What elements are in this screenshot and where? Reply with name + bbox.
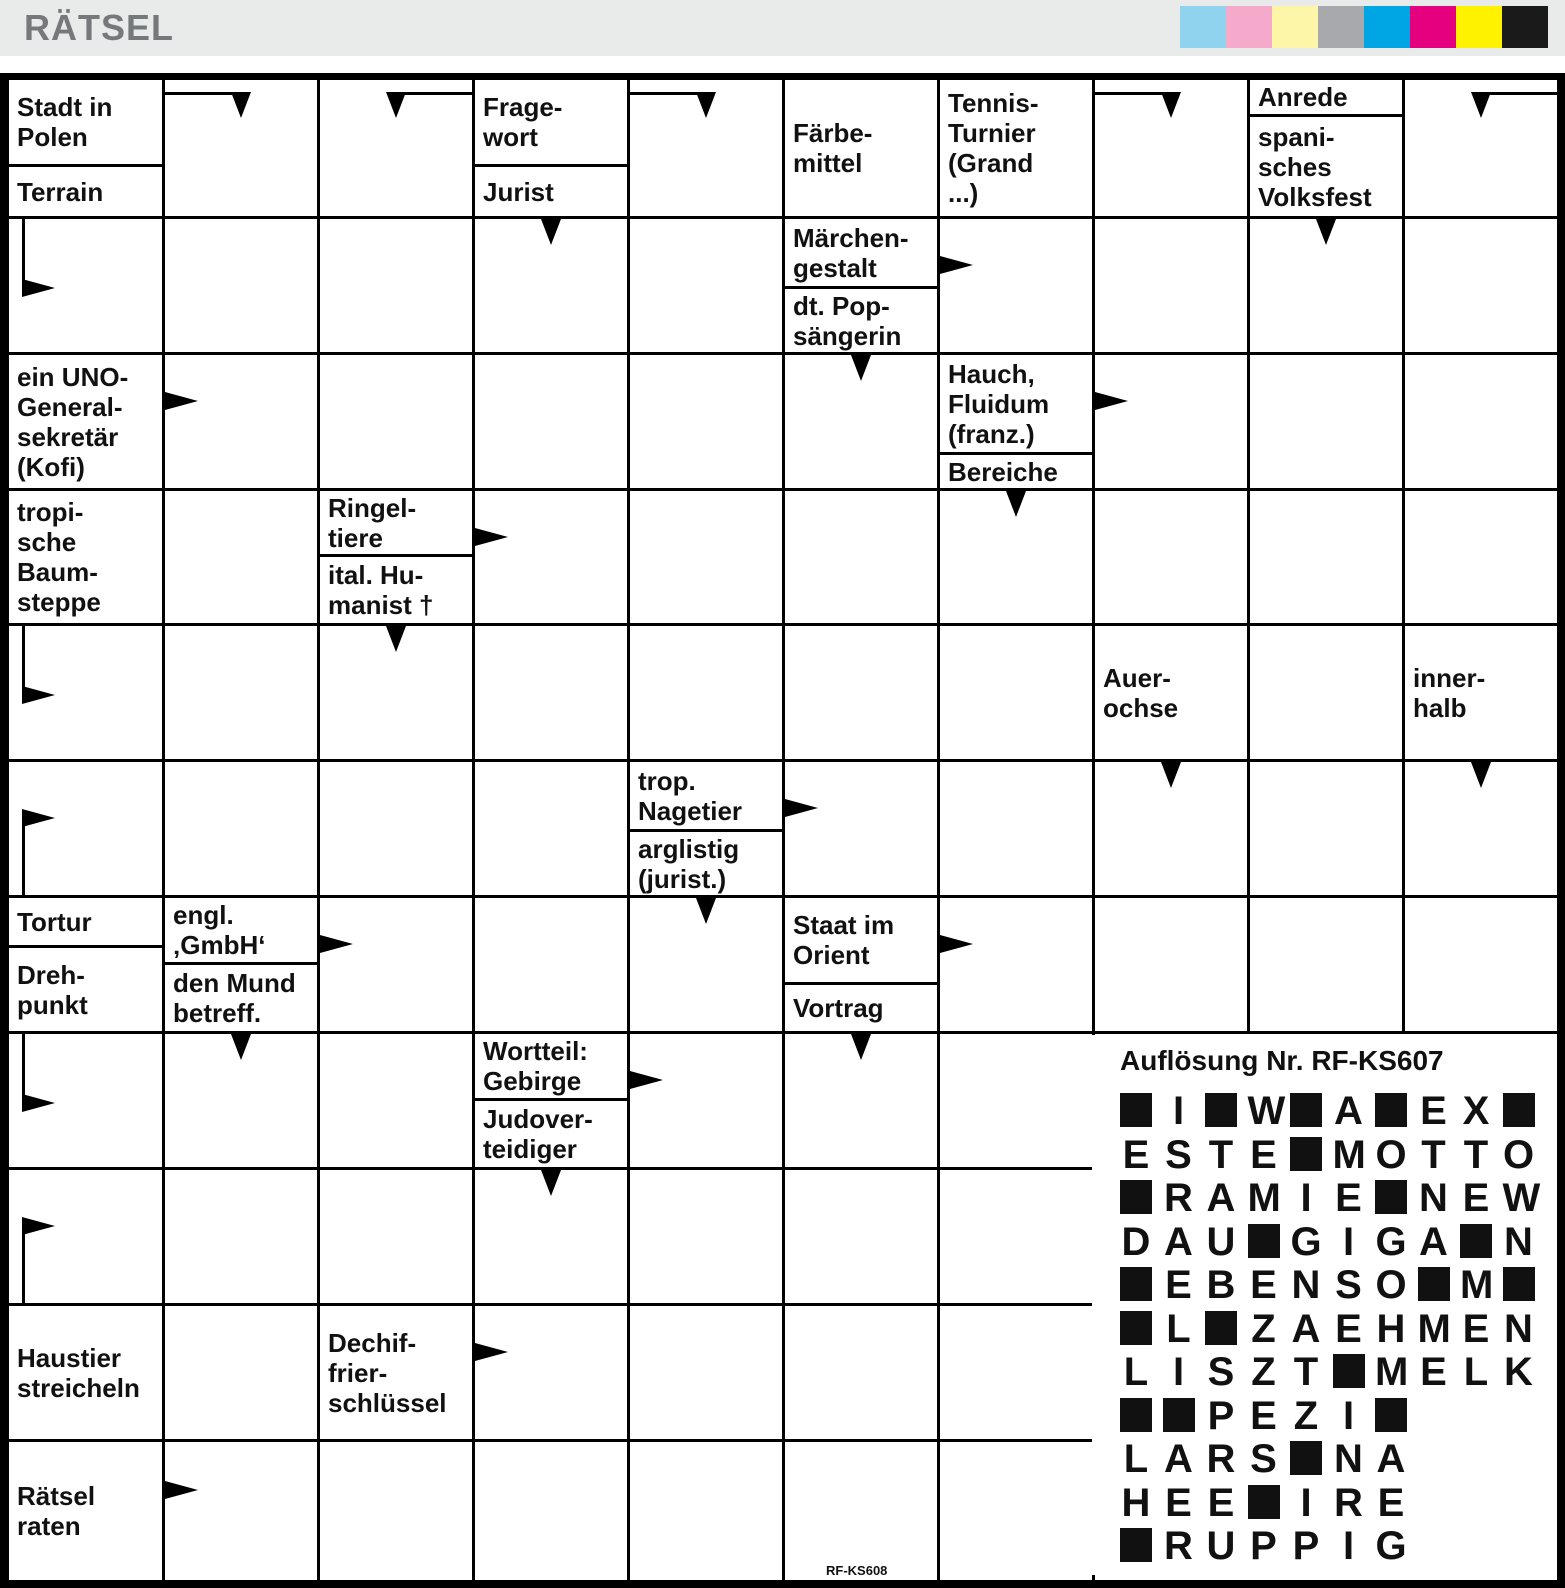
clue-text: Stadt in Polen (17, 92, 113, 152)
grid-cell[interactable] (630, 1170, 782, 1303)
solution-letter: M (1247, 1176, 1281, 1220)
clue-text: Ringel- tiere (328, 492, 417, 553)
grid-cell[interactable] (630, 80, 782, 216)
solution-letter: M (1375, 1350, 1409, 1394)
arrow-right-icon (940, 935, 973, 953)
grid-cell[interactable] (785, 355, 937, 488)
grid-cell[interactable] (785, 1442, 937, 1580)
solution-letter: A (1164, 1219, 1193, 1264)
grid-cell[interactable] (785, 1306, 937, 1439)
solution-block (1375, 1180, 1407, 1214)
grid-cell[interactable] (1250, 219, 1402, 352)
clue-text: Hauch, Fluidum (franz.) (948, 358, 1050, 449)
grid-cell[interactable] (1095, 219, 1247, 352)
arrow-down-icon (1316, 219, 1336, 245)
solution-letter: R (1206, 1437, 1236, 1481)
solution-letter: T (1421, 1132, 1446, 1177)
arrow-right-icon (320, 935, 353, 953)
arrow-down-icon (231, 92, 251, 118)
grid-cell[interactable] (320, 1170, 472, 1303)
clue-text: Tortur (17, 906, 92, 937)
solution-letter: O (1375, 1263, 1407, 1307)
clue-text: ein UNO- General- sekretär (Kofi) (17, 361, 129, 482)
grid-cell[interactable] (475, 626, 627, 759)
arrow-stem (22, 1226, 25, 1303)
solution-letter: I (1300, 1480, 1312, 1525)
solution-row (1120, 1264, 1550, 1306)
arrow-right-icon (940, 256, 973, 274)
arrow-right-icon (785, 799, 818, 817)
solution-letter: I (1342, 1393, 1355, 1438)
arrow-stem (22, 1034, 25, 1103)
solution-letter: E (1377, 1480, 1405, 1525)
solution-panel (1092, 1035, 1557, 1575)
grid-cell[interactable] (165, 491, 317, 623)
solution-block (1163, 1398, 1195, 1432)
grid-cell[interactable] (630, 1034, 782, 1167)
grid-cell[interactable] (630, 355, 782, 488)
solution-block (1290, 1137, 1322, 1171)
solution-letter: A (1164, 1437, 1193, 1481)
grid-cell[interactable] (9, 491, 162, 623)
grid-cell[interactable] (475, 898, 627, 1031)
grid-cell[interactable] (320, 1034, 472, 1167)
arrow-right-icon (22, 1094, 55, 1112)
grid-cell[interactable] (320, 762, 472, 895)
grid-cell[interactable] (1405, 491, 1557, 623)
color-swatch (1502, 6, 1548, 48)
solution-letter: P (1250, 1524, 1277, 1568)
solution-letter: P (1207, 1393, 1235, 1438)
grid-cell[interactable] (630, 1442, 782, 1580)
solution-block (1205, 1093, 1237, 1127)
grid-cell[interactable] (940, 219, 1092, 352)
grid-cell[interactable] (9, 898, 162, 1031)
grid-cell[interactable] (785, 1170, 937, 1303)
arrow-stem (22, 626, 25, 695)
solution-letter: T (1208, 1132, 1234, 1177)
arrow-stem (630, 92, 706, 95)
grid-cell[interactable] (475, 491, 627, 623)
solution-block (1120, 1267, 1152, 1301)
grid-cell[interactable] (475, 1442, 627, 1580)
solution-letter: I (1172, 1089, 1185, 1133)
arrow-down-icon (231, 1034, 251, 1060)
grid-cell[interactable] (320, 626, 472, 759)
grid-cell[interactable] (1095, 355, 1247, 488)
arrow-right-icon (630, 1071, 663, 1089)
solution-block (1248, 1224, 1280, 1258)
solution-letter: O (1502, 1132, 1535, 1177)
grid-cell[interactable] (630, 626, 782, 759)
grid-cell[interactable] (9, 762, 162, 895)
grid-cell[interactable] (320, 1306, 472, 1439)
solution-row (1120, 1525, 1550, 1567)
solution-letter: H (1121, 1480, 1151, 1525)
arrow-stem (22, 818, 25, 895)
clue-text: spani- sches Volksfest (1258, 121, 1372, 212)
solution-letter: K (1504, 1350, 1533, 1394)
solution-letter: G (1375, 1219, 1407, 1264)
solution-letter: N (1504, 1306, 1533, 1351)
solution-letter: T (1463, 1132, 1489, 1177)
solution-row (1120, 1308, 1550, 1350)
arrow-down-icon (851, 1034, 871, 1060)
clue-text: trop. Nagetier (638, 765, 743, 826)
solution-letter: L (1123, 1437, 1149, 1481)
clue-text: Dechif- frier- schlüssel (328, 1327, 447, 1418)
solution-row (1120, 1351, 1550, 1393)
solution-letter: E (1250, 1132, 1277, 1177)
solution-letter: L (1123, 1350, 1149, 1394)
color-swatch (1272, 6, 1318, 48)
solution-row (1120, 1134, 1550, 1176)
arrow-right-icon (22, 279, 55, 297)
solution-letter: G (1375, 1524, 1407, 1568)
grid-cell[interactable] (165, 626, 317, 759)
grid-cell[interactable] (9, 1442, 162, 1580)
arrow-down-icon (1161, 92, 1181, 118)
solution-letter: E (1165, 1480, 1192, 1525)
grid-cell[interactable] (630, 762, 782, 895)
solution-letter: P (1292, 1524, 1320, 1568)
grid-cell[interactable] (630, 1306, 782, 1439)
grid-cell[interactable] (475, 762, 627, 895)
grid-cell[interactable] (9, 1170, 162, 1303)
solution-letter: Z (1293, 1393, 1319, 1438)
grid-cell[interactable] (165, 80, 317, 216)
solution-letter: S (1165, 1132, 1192, 1177)
grid-cell[interactable] (9, 80, 162, 216)
clue-text: inner- halb (1413, 662, 1486, 723)
grid-cell[interactable] (1250, 355, 1402, 488)
grid-cell[interactable] (940, 1170, 1092, 1303)
grid-cell[interactable] (475, 219, 627, 352)
solution-letter: E (1250, 1263, 1277, 1307)
arrow-right-icon (165, 392, 198, 410)
grid-cell[interactable] (785, 219, 937, 352)
color-swatch (1364, 6, 1410, 48)
solution-letter: M (1332, 1132, 1366, 1177)
clue-text: Dreh- punkt (17, 959, 88, 1020)
solution-letter: N (1504, 1219, 1533, 1264)
color-swatch (1226, 6, 1272, 48)
grid-cell[interactable] (1405, 80, 1557, 216)
arrow-down-icon (1161, 762, 1181, 788)
grid-cell[interactable] (940, 491, 1092, 623)
grid-cell[interactable] (940, 1306, 1092, 1439)
grid-cell[interactable] (320, 1442, 472, 1580)
solution-letter: R (1164, 1524, 1193, 1568)
solution-block (1120, 1528, 1152, 1562)
grid-cell[interactable] (475, 1034, 627, 1167)
solution-letter: W (1502, 1176, 1541, 1220)
grid-cell[interactable] (630, 491, 782, 623)
grid-cell[interactable] (9, 219, 162, 352)
solution-letter: M (1417, 1306, 1451, 1351)
grid-cell[interactable] (1250, 80, 1402, 216)
solution-letter: A (1206, 1176, 1236, 1220)
clue-text: arglistig (jurist.) (638, 833, 740, 894)
grid-cell[interactable] (9, 626, 162, 759)
grid-cell[interactable] (320, 491, 472, 623)
solution-block (1120, 1311, 1152, 1345)
clue-text: Färbe- mittel (793, 118, 873, 178)
solution-letter: E (1420, 1089, 1447, 1133)
grid-cell[interactable] (1405, 762, 1557, 895)
solution-block (1290, 1441, 1322, 1475)
solution-row (1120, 1221, 1550, 1263)
clue-text: Terrain (17, 176, 104, 207)
clue-text: Judover- teidiger (483, 1104, 593, 1164)
arrow-down-icon (851, 355, 871, 381)
clue-text: tropi- sche Baum- steppe (17, 497, 101, 617)
grid-cell[interactable] (1095, 491, 1247, 623)
clue-text: dt. Pop- sängerin (793, 290, 902, 351)
solution-block (1290, 1093, 1322, 1127)
solution-letter: S (1335, 1263, 1362, 1307)
clue-text: Rätsel raten (17, 1481, 96, 1541)
solution-letter: T (1293, 1350, 1319, 1394)
solution-letter: I (1300, 1176, 1312, 1220)
arrow-right-icon (22, 1217, 55, 1235)
grid-cell[interactable] (475, 355, 627, 488)
solution-letter: L (1463, 1350, 1489, 1394)
grid-cell[interactable] (9, 1306, 162, 1439)
grid-cell[interactable] (1405, 219, 1557, 352)
arrow-right-icon (22, 809, 55, 827)
solution-letter: W (1247, 1089, 1286, 1133)
grid-cell[interactable] (475, 1306, 627, 1439)
grid-cell[interactable] (785, 491, 937, 623)
solution-letter: I (1342, 1219, 1355, 1264)
grid-cell[interactable] (1405, 355, 1557, 488)
solution-letter: O (1375, 1132, 1407, 1177)
solution-block (1375, 1093, 1407, 1127)
grid-cell[interactable] (1250, 626, 1402, 759)
arrow-down-icon (1471, 762, 1491, 788)
solution-letter: E (1207, 1480, 1235, 1525)
clue-text: Jurist (483, 176, 554, 207)
solution-row (1120, 1090, 1550, 1132)
arrow-stem (1095, 92, 1171, 95)
arrow-down-icon (386, 92, 406, 118)
solution-letter: Z (1251, 1350, 1276, 1394)
color-swatch (1180, 6, 1226, 48)
solution-block (1460, 1224, 1492, 1258)
solution-letter: X (1462, 1089, 1490, 1133)
arrow-down-icon (541, 219, 561, 245)
clue-text: Anrede (1258, 82, 1348, 112)
clue-text: Staat im Orient (793, 910, 895, 970)
clue-text: Frage- wort (483, 92, 563, 152)
solution-letter: E (1165, 1263, 1192, 1307)
solution-letter: U (1206, 1524, 1236, 1568)
solution-letter: E (1462, 1176, 1490, 1220)
arrow-stem (165, 92, 241, 95)
puzzle-code: RF-KS608 (826, 1563, 888, 1578)
solution-letter: R (1334, 1480, 1363, 1525)
grid-cell[interactable] (320, 219, 472, 352)
solution-row (1120, 1438, 1550, 1480)
solution-title: Auflösung Nr. RF-KS607 (1120, 1045, 1444, 1076)
grid-cell[interactable] (940, 80, 1092, 216)
clue-text: den Mund betreff. (173, 968, 296, 1028)
arrow-right-icon (165, 1481, 198, 1499)
color-swatch (1318, 6, 1364, 48)
solution-letter: I (1172, 1350, 1185, 1394)
grid-cell[interactable] (165, 355, 317, 488)
grid-cell[interactable] (165, 1442, 317, 1580)
arrow-down-icon (1471, 92, 1491, 118)
grid-cell[interactable] (630, 219, 782, 352)
solution-letter: N (1419, 1176, 1448, 1220)
solution-letter: D (1121, 1219, 1151, 1264)
grid-cell[interactable] (165, 1170, 317, 1303)
grid-cell[interactable] (9, 1034, 162, 1167)
arrow-stem (396, 92, 472, 95)
arrow-right-icon (1095, 392, 1128, 410)
color-swatch (1456, 6, 1502, 48)
solution-letter: E (1335, 1176, 1362, 1220)
arrow-down-icon (696, 898, 716, 924)
grid-cell[interactable] (475, 1170, 627, 1303)
solution-letter: H (1376, 1306, 1406, 1351)
clue-text: Auer- ochse (1103, 662, 1179, 723)
grid-cell[interactable] (165, 219, 317, 352)
grid-cell[interactable] (1095, 80, 1247, 216)
arrow-down-icon (1006, 491, 1026, 517)
grid-cell[interactable] (1405, 626, 1557, 759)
solution-letter: U (1206, 1219, 1236, 1264)
solution-letter: G (1290, 1219, 1322, 1264)
clue-text: engl. ‚GmbH‘ (173, 900, 266, 960)
clue-text: Wortteil: Gebirge (483, 1036, 588, 1096)
solution-block (1503, 1267, 1535, 1301)
solution-letter: E (1335, 1306, 1362, 1351)
solution-block (1248, 1485, 1280, 1519)
grid-cell[interactable] (1095, 898, 1247, 1031)
arrow-right-icon (475, 528, 508, 546)
arrow-down-icon (541, 1170, 561, 1196)
grid-cell[interactable] (940, 1034, 1092, 1167)
solution-letter: B (1206, 1263, 1236, 1307)
solution-letter: A (1376, 1437, 1406, 1481)
solution-block (1375, 1398, 1407, 1432)
clue-text: Vortrag (793, 993, 884, 1023)
solution-letter: N (1334, 1437, 1363, 1481)
grid-cell[interactable] (940, 355, 1092, 488)
grid-cell[interactable] (320, 898, 472, 1031)
solution-letter: E (1122, 1132, 1150, 1177)
solution-block (1503, 1093, 1535, 1127)
grid-cell[interactable] (785, 1034, 937, 1167)
clue-text: Tennis- Turnier (Grand ...) (948, 88, 1039, 208)
grid-cell[interactable] (320, 355, 472, 488)
grid-cell[interactable] (475, 80, 627, 216)
grid-cell[interactable] (165, 762, 317, 895)
grid-cell[interactable] (785, 80, 937, 216)
solution-letter: Z (1251, 1306, 1276, 1351)
grid-cell[interactable] (1095, 626, 1247, 759)
grid-cell[interactable] (785, 762, 937, 895)
grid-cell[interactable] (320, 80, 472, 216)
header-bar (0, 0, 1565, 56)
clue-text: Märchen- gestalt (793, 222, 909, 283)
solution-letter: I (1342, 1524, 1355, 1568)
solution-letter: E (1250, 1393, 1277, 1438)
solution-letter: R (1164, 1176, 1193, 1220)
solution-block (1205, 1311, 1237, 1345)
clue-text: Haustier streicheln (17, 1342, 140, 1403)
grid-cell[interactable] (940, 762, 1092, 895)
arrow-down-icon (696, 92, 716, 118)
solution-row (1120, 1482, 1550, 1524)
arrow-right-icon (475, 1343, 508, 1361)
solution-block (1120, 1180, 1152, 1214)
grid-cell[interactable] (1250, 898, 1402, 1031)
arrow-down-icon (386, 626, 406, 652)
grid-cell[interactable] (940, 626, 1092, 759)
grid-cell[interactable] (785, 626, 937, 759)
arrow-stem (1481, 92, 1557, 95)
solution-letter: A (1419, 1219, 1448, 1264)
solution-block (1120, 1093, 1152, 1127)
solution-row (1120, 1177, 1550, 1219)
solution-block (1418, 1267, 1450, 1301)
arrow-stem (22, 219, 25, 288)
page-title: RÄTSEL (24, 7, 174, 48)
solution-letter: S (1250, 1437, 1277, 1481)
solution-block (1120, 1398, 1152, 1432)
solution-block (1333, 1354, 1365, 1388)
color-swatch (1410, 6, 1456, 48)
grid-cell[interactable] (165, 898, 317, 1031)
grid-cell[interactable] (630, 898, 782, 1031)
grid-cell[interactable] (165, 1034, 317, 1167)
grid-cell[interactable] (940, 1442, 1092, 1580)
grid-cell[interactable] (1250, 762, 1402, 895)
solution-letter: E (1462, 1306, 1490, 1351)
grid-cell[interactable] (165, 1306, 317, 1439)
grid-cell[interactable] (785, 898, 937, 1031)
solution-row (1120, 1395, 1550, 1437)
solution-letter: S (1207, 1350, 1235, 1394)
solution-letter: A (1334, 1089, 1363, 1133)
arrow-right-icon (22, 686, 55, 704)
solution-letter: M (1460, 1263, 1494, 1307)
grid-cell[interactable] (1405, 898, 1557, 1031)
grid-cell[interactable] (1250, 491, 1402, 623)
grid-cell[interactable] (940, 898, 1092, 1031)
grid-cell[interactable] (1095, 762, 1247, 895)
solution-letter: A (1291, 1306, 1321, 1351)
clue-text: Bereiche (948, 456, 1058, 487)
solution-letter: L (1166, 1306, 1191, 1351)
clue-text: ital. Hu- manist † (328, 560, 434, 620)
solution-letter: N (1291, 1263, 1321, 1307)
color-calibration-bar (1180, 6, 1548, 48)
solution-letter: E (1420, 1350, 1447, 1394)
grid-cell[interactable] (9, 355, 162, 488)
